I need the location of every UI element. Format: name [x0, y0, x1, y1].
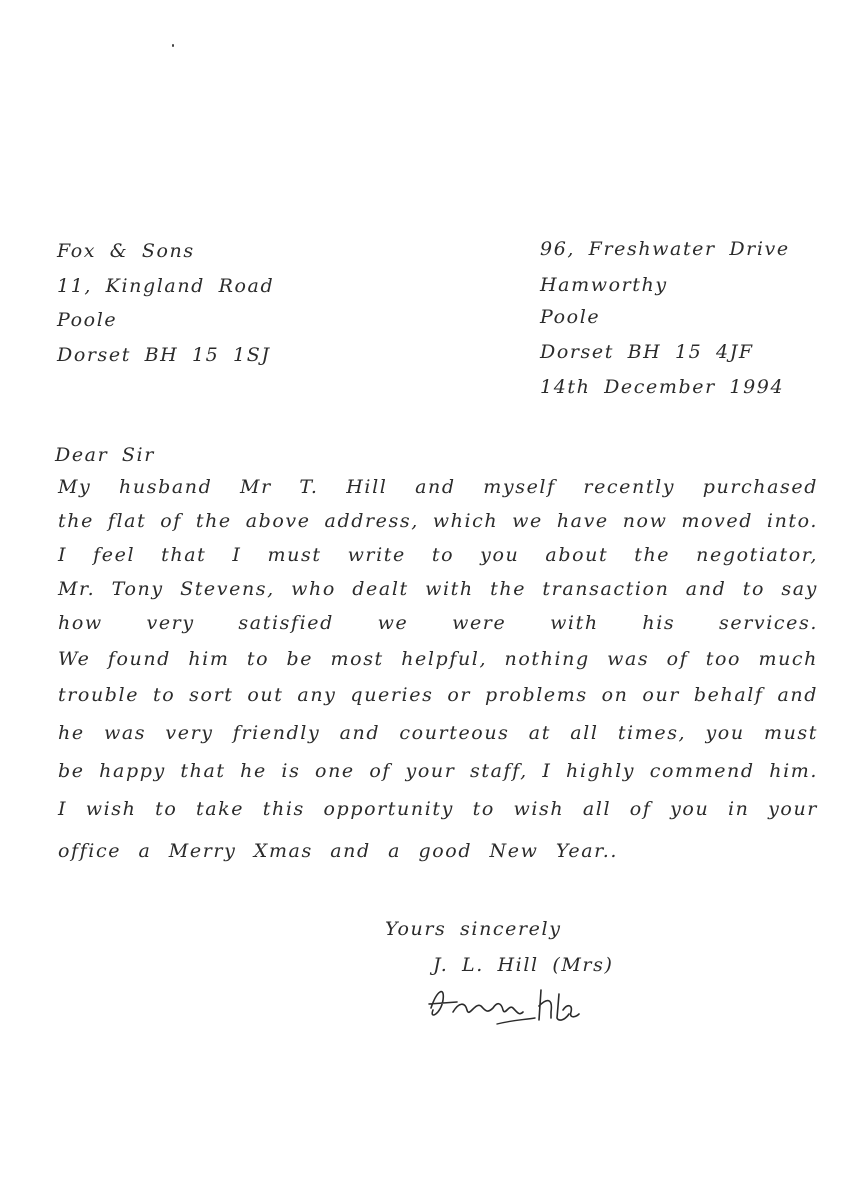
body-line: Mr. Tony Stevens, who dealt with the transaction and to say [58, 578, 818, 600]
body-line: I wish to take this opportunity to wish all of you in your [58, 798, 818, 820]
closing-block [385, 918, 685, 1038]
body-line: be happy that he is one of your staff, I highly commend him. [58, 760, 818, 782]
greeting: Dear Sir [55, 444, 155, 466]
body-line: trouble to sort out any queries or problems on our behalf and [58, 684, 818, 706]
recipient-line: Dorset BH 15 1SJ [57, 344, 271, 366]
recipient-line: Fox & Sons [57, 240, 195, 262]
sender-line: Poole [540, 306, 601, 328]
body-line: how very satisfied we were with his services. [58, 612, 818, 634]
body-line: My husband Mr T. Hill and myself recently purchased [58, 476, 818, 498]
sender-address [540, 238, 830, 403]
sender-line: Dorset BH 15 4JF [540, 341, 754, 363]
body-line: office a Merry Xmas and a good New Year.. [58, 840, 618, 862]
signatory-name: J. L. Hill (Mrs) [433, 954, 614, 976]
recipient-line: Poole [57, 309, 118, 331]
handwritten-signature [423, 980, 583, 1030]
recipient-line: 11, Kingland Road [57, 275, 275, 297]
body-line: the flat of the above address, which we have now moved into. [58, 510, 818, 532]
recipient-address [57, 240, 357, 380]
body-line: We found him to be most helpful, nothing was of too much [58, 648, 818, 670]
closing-phrase: Yours sincerely [385, 918, 562, 940]
body-line: I feel that I must write to you about the negotiator, [58, 544, 818, 566]
sender-line: Hamworthy [540, 274, 668, 296]
body-line: he was very friendly and courteous at all times, you must [58, 722, 818, 744]
letter-date: 14th December 1994 [540, 376, 785, 398]
sender-line: 96, Freshwater Drive [540, 238, 790, 260]
paper-speck [172, 44, 174, 47]
